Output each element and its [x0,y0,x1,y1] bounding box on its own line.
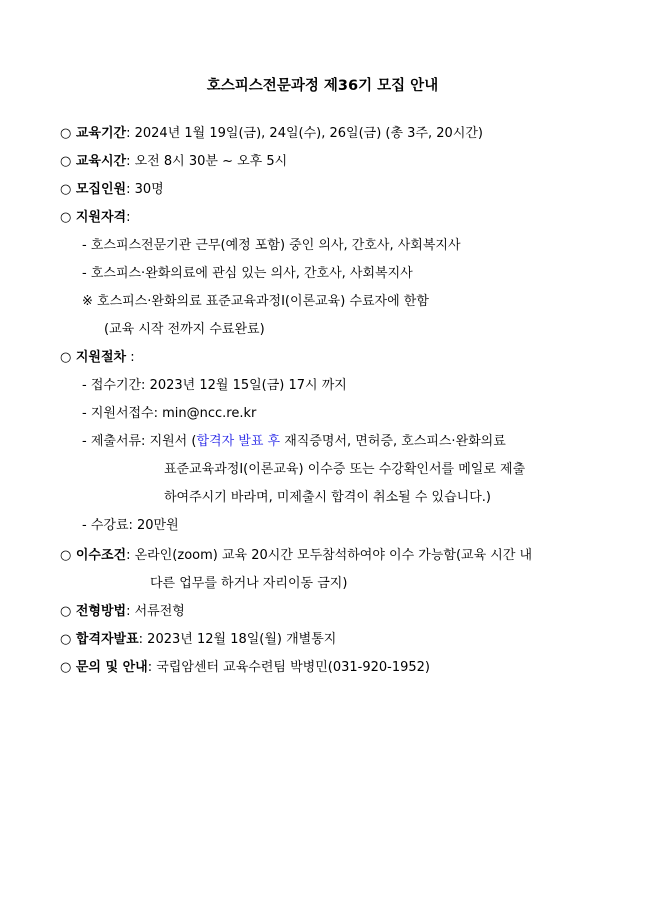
application-procedure [60,348,135,368]
qualification-note: ※ 호스피스·완화의료 표준교육과정Ⅰ(이론교육) 수료자에 한함 [82,294,429,309]
recruit-quota [60,180,164,200]
documents-text-rest: 재직증명서, 면허증, 호스피스·완화의료 [280,434,506,449]
announcement-value: : 2023년 12월 18일(월) 개별통지 [138,632,337,647]
announcement-label: ○ 합격자발표 [60,632,139,647]
period-value: : 2024년 1월 19일(금), 24일(수), 26일(금) (총 3주, 20시간) [126,126,484,141]
qualification-item: - 호스피스·완화의료에 관심 있는 의사, 간호사, 사회복지사 [82,266,413,281]
contact-info [60,658,430,678]
completion-condition [60,546,532,566]
qualification-label: ○ 지원자격 [60,210,127,225]
documents-highlight: 합격자 발표 후 [196,434,281,449]
quota-value: : 30명 [126,182,164,197]
procedure-item: - 수강료: 20만원 [82,518,179,533]
procedure-item-documents [82,432,506,452]
qualification-note-sub: (교육 시작 전까지 수료완료) [104,322,265,337]
qualification-item: - 호스피스전문기관 근무(예정 포함) 중인 의사, 간호사, 사회복지사 [82,238,461,253]
qualification-value: : [126,210,131,225]
procedure-label: ○ 지원절차 [60,350,127,365]
qualification [60,208,131,228]
procedure-value: : [126,350,135,365]
completion-label: ○ 이수조건 [60,548,127,563]
contact-value: : 국립암센터 교육수련팀 박병민(031-920-1952) [147,660,430,675]
completion-value: : 온라인(zoom) 교육 20시간 모두참석하여야 이수 가능함(교육 시간 내 [126,548,533,563]
procedure-item-continued: 표준교육과정Ⅰ(이론교육) 이수증 또는 수강확인서를 메일로 제출 [164,462,526,477]
education-period [60,124,483,144]
time-value: : 오전 8시 30분 ~ 오후 5시 [126,154,288,169]
procedure-item: - 지원서접수: min@ncc.re.kr [82,406,257,421]
time-label: ○ 교육시간 [60,154,127,169]
selection-label: ○ 전형방법 [60,604,127,619]
quota-label: ○ 모집인원 [60,182,127,197]
procedure-item-continued: 하여주시기 바라며, 미제출시 합격이 취소될 수 있습니다.) [164,490,491,505]
period-label: ○ 교육기간 [60,126,127,141]
education-time [60,152,287,172]
contact-label: ○ 문의 및 안내 [60,660,148,675]
completion-value-continued: 다른 업무를 하거나 자리이동 금지) [150,576,348,591]
procedure-item: - 접수기간: 2023년 12월 15일(금) 17시 까지 [82,378,347,393]
documents-text: - 제출서류: 지원서 ( [82,434,197,449]
page-title: 호스피스전문과정 제36기 모집 안내 [206,78,439,94]
selection-value: : 서류전형 [126,604,185,619]
selection-method [60,602,185,622]
result-announcement [60,630,336,650]
